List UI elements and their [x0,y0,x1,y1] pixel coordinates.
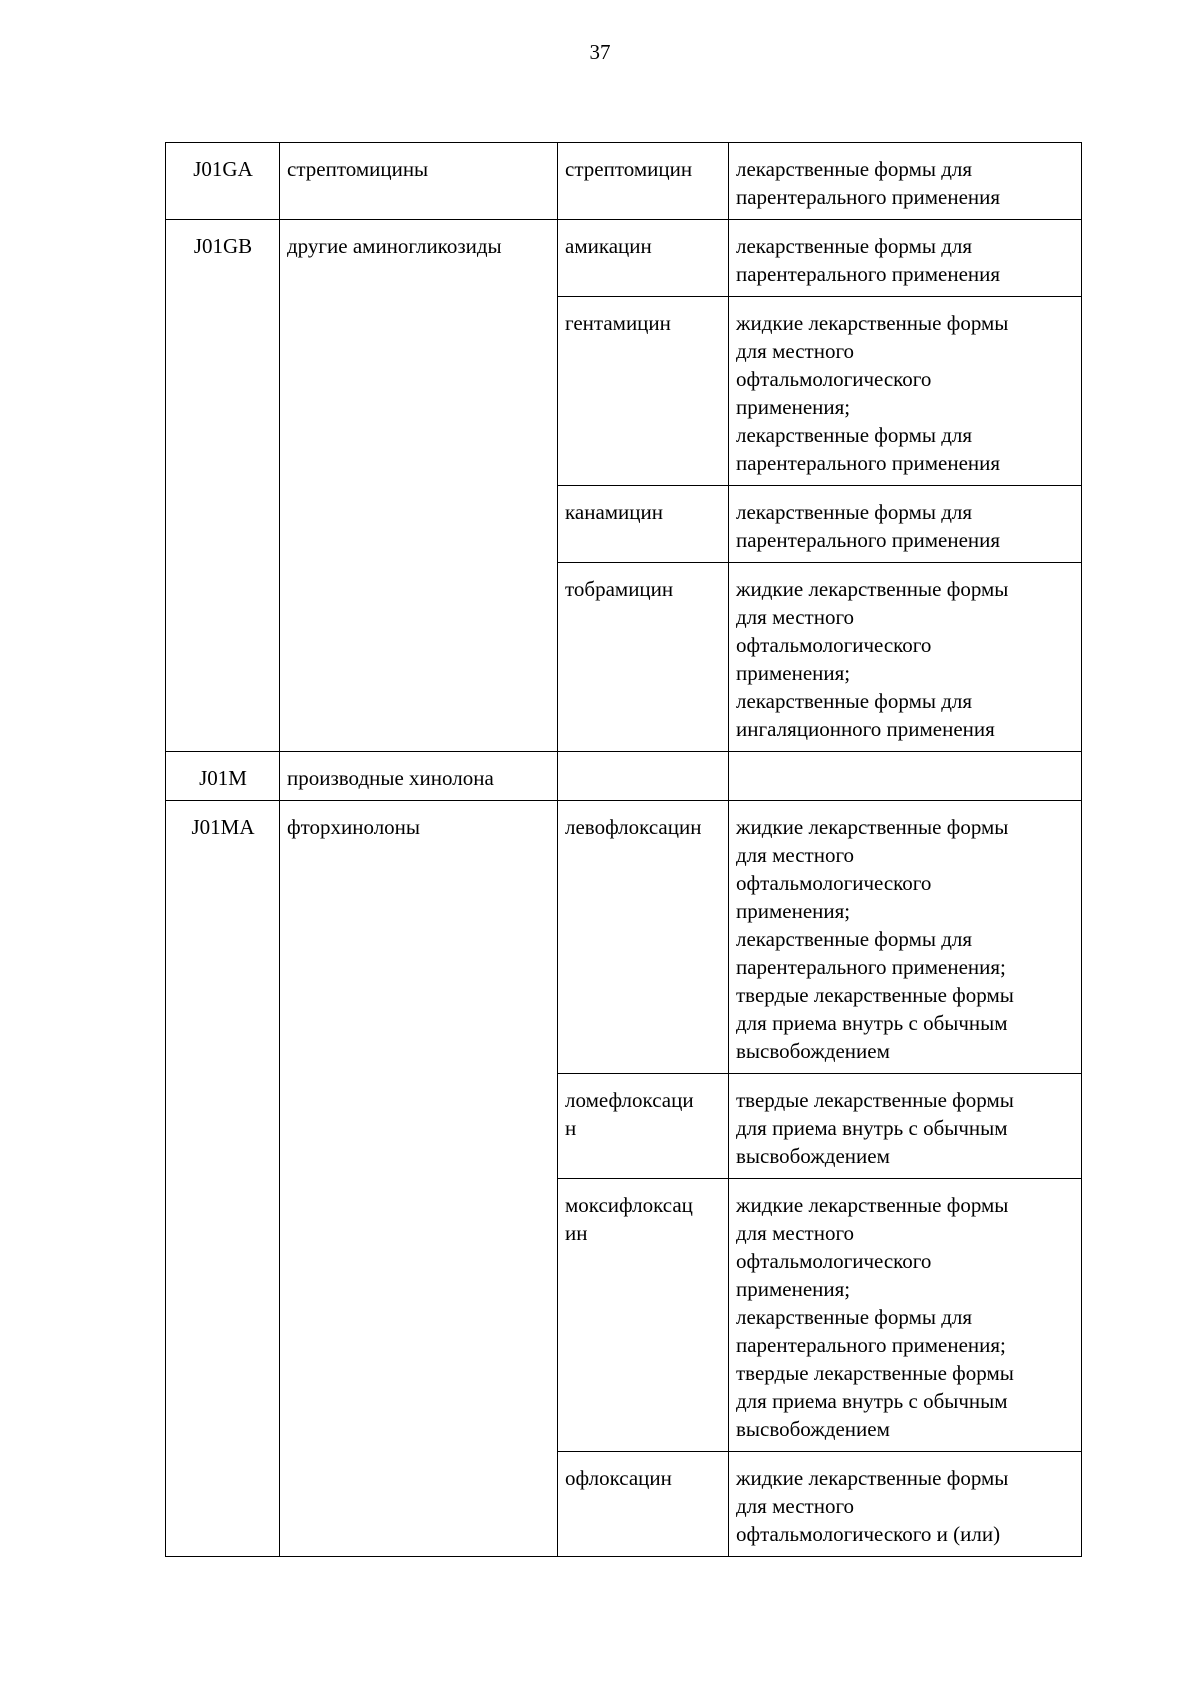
dosage-forms-cell [729,220,1082,297]
drug-table [165,142,1082,1557]
dosage-forms-cell [729,801,1082,1074]
drug-name-cell [558,752,729,801]
form-line: для местного [736,1494,855,1518]
drug-name-cell: амикацин [558,220,729,297]
drug-name-cell: офлоксацин [558,1452,729,1557]
form-line: лекарственные формы для [736,234,973,258]
form-line: применения; [736,1277,851,1301]
form-line: для приема внутрь с обычным [736,1389,1008,1413]
drug-name-cell: гентамицин [558,297,729,486]
drug-name-cell: канамицин [558,486,729,563]
form-line: лекарственные формы для [736,689,973,713]
form-line: лекарственные формы для [736,1305,973,1329]
dosage-forms-cell [729,143,1082,220]
form-line: офтальмологического [736,633,932,657]
dosage-forms-cell [729,1179,1082,1452]
drug-name-cell [558,1074,729,1179]
form-line: применения; [736,661,851,685]
form-line: офтальмологического [736,1249,932,1273]
atc-code-cell: J01GA [166,143,280,220]
form-line: парентерального применения [736,451,1001,475]
form-line: лекарственные формы для [736,157,973,181]
form-line: жидкие лекарственные формы [736,577,1009,601]
atc-code-cell: J01M [166,752,280,801]
form-line: парентерального применения; [736,955,1006,979]
dosage-forms-cell [729,297,1082,486]
dosage-forms-cell [729,563,1082,752]
form-line: жидкие лекарственные формы [736,311,1009,335]
group-cell: фторхинолоны [280,801,558,1557]
drug-name-line: н [565,1116,577,1140]
atc-code-cell: J01GB [166,220,280,752]
form-line: лекарственные формы для [736,927,973,951]
dosage-forms-cell [729,486,1082,563]
form-line: для местного [736,339,855,363]
dosage-forms-cell [729,1452,1082,1557]
form-line: лекарственные формы для [736,423,973,447]
form-line: жидкие лекарственные формы [736,1193,1009,1217]
drug-name-cell: левофлоксацин [558,801,729,1074]
form-line: высвобождением [736,1144,890,1168]
drug-name-cell [558,1179,729,1452]
form-line: твердые лекарственные формы [736,1088,1014,1112]
drug-name-cell: стрептомицин [558,143,729,220]
table-row [166,220,1082,297]
form-line: твердые лекарственные формы [736,983,1014,1007]
form-line: для приема внутрь с обычным [736,1116,1008,1140]
form-line: офтальмологического [736,367,932,391]
page-number: 37 [589,40,611,64]
table-row [166,752,1082,801]
form-line: применения; [736,899,851,923]
form-line: жидкие лекарственные формы [736,815,1009,839]
form-line: для приема внутрь с обычным [736,1011,1008,1035]
form-line: ингаляционного применения [736,717,995,741]
form-line: парентерального применения; [736,1333,1006,1357]
form-line: для местного [736,843,855,867]
group-cell: производные хинолона [280,752,558,801]
form-line: парентерального применения [736,528,1001,552]
form-line: лекарственные формы для [736,500,973,524]
form-line: офтальмологического [736,871,932,895]
form-line: жидкие лекарственные формы [736,1466,1009,1490]
form-line: твердые лекарственные формы [736,1361,1014,1385]
dosage-forms-cell [729,752,1082,801]
group-cell: стрептомицины [280,143,558,220]
form-line: парентерального применения [736,262,1001,286]
table-row [166,143,1082,220]
group-cell: другие аминогликозиды [280,220,558,752]
form-line: применения; [736,395,851,419]
drug-name-line: ин [565,1221,588,1245]
drug-name-cell: тобрамицин [558,563,729,752]
form-line: высвобождением [736,1039,890,1063]
atc-code-cell: J01MA [166,801,280,1557]
dosage-forms-cell [729,1074,1082,1179]
form-line: парентерального применения [736,185,1001,209]
form-line: для местного [736,605,855,629]
form-line: высвобождением [736,1417,890,1441]
drug-name-line: моксифлоксац [565,1193,693,1217]
drug-name-line: ломефлоксаци [565,1088,694,1112]
table-row [166,801,1082,1074]
form-line: офтальмологического и (или) [736,1522,1001,1546]
form-line: для местного [736,1221,855,1245]
